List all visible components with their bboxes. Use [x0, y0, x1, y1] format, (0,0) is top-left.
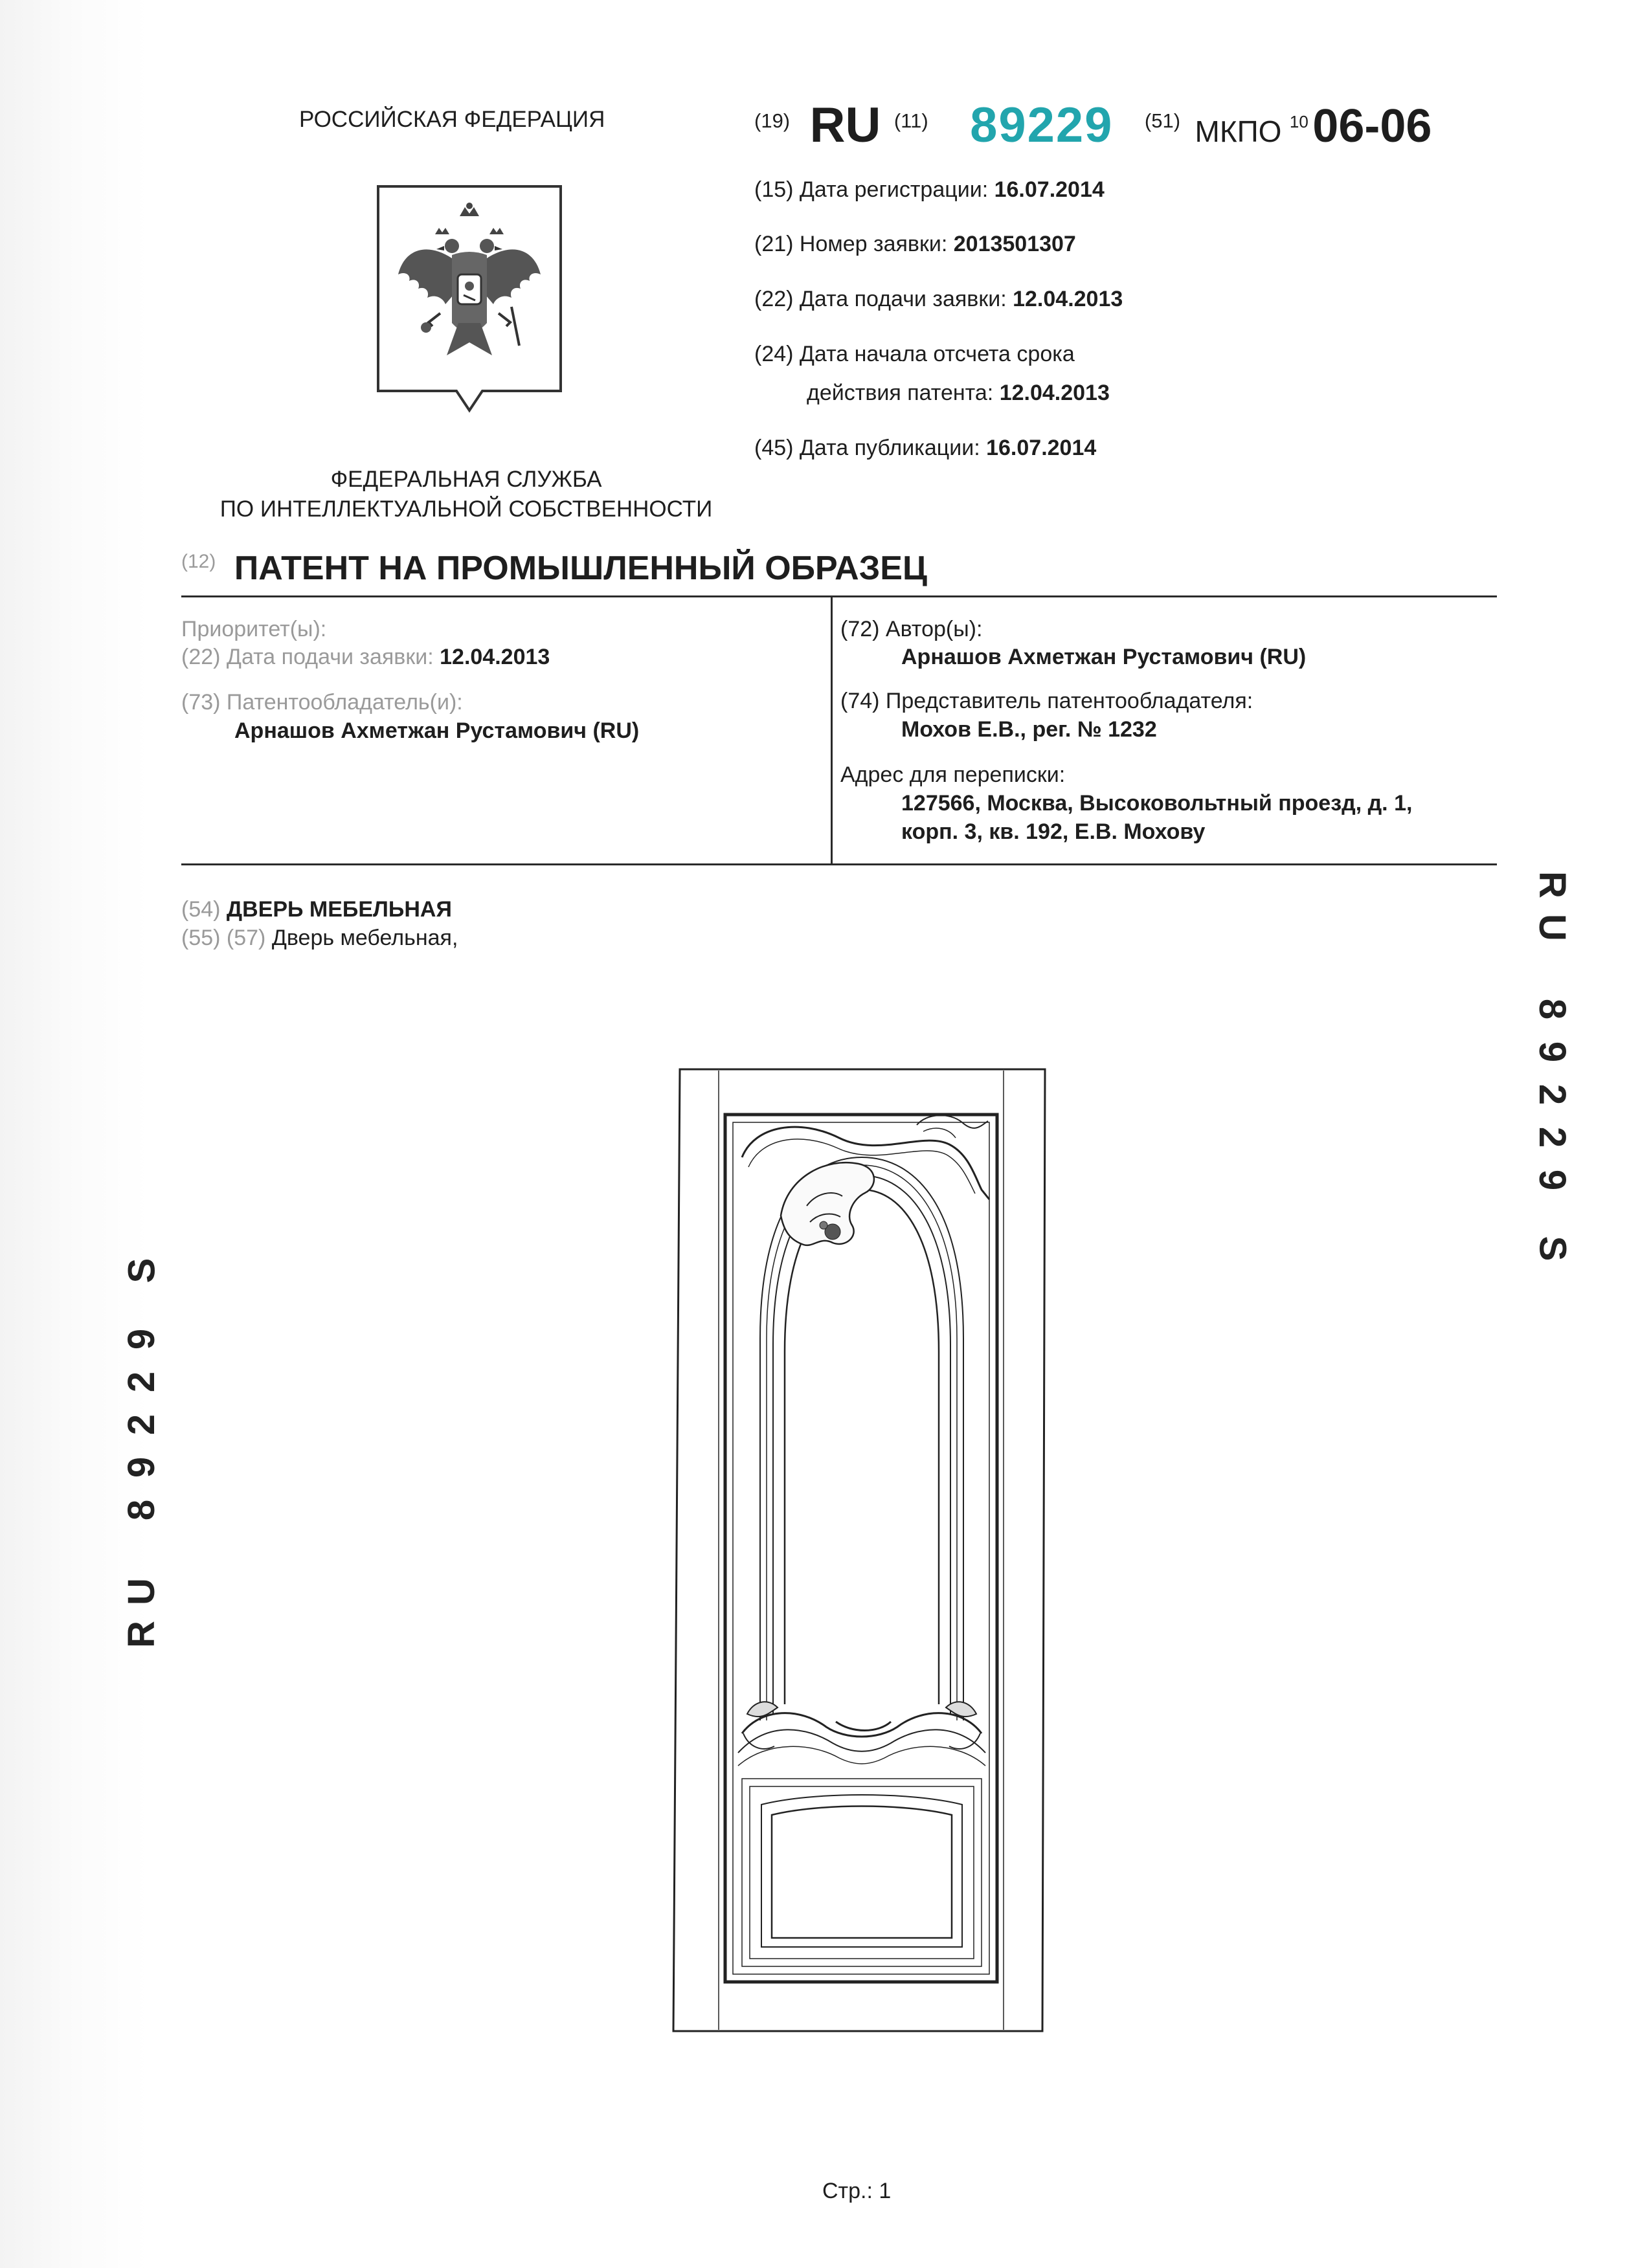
- code-19: (19): [754, 109, 791, 132]
- side-right-char: S: [1531, 1236, 1573, 1262]
- mkpo-edition: 10: [1289, 112, 1308, 131]
- author: Арнашов Ахметжан Рустамович (RU): [901, 645, 1307, 669]
- side-left-char: 2: [120, 1414, 163, 1436]
- page-number: Стр.: 1: [822, 2179, 892, 2203]
- scan-shadow: [0, 0, 149, 2268]
- f24-value: 12.04.2013: [999, 381, 1110, 405]
- address-label: Адрес для переписки:: [840, 762, 1066, 787]
- left-f73-code: (73): [181, 690, 221, 715]
- door-figure: [671, 1067, 1046, 2038]
- field-54: [181, 897, 452, 922]
- field-55-57: [181, 926, 458, 951]
- field-24-line2: [807, 381, 1110, 406]
- rule-bottom: [181, 863, 1497, 865]
- left-f22-value: 12.04.2013: [440, 645, 550, 669]
- address-line-1: 127566, Москва, Высоковольтный проезд, д. 1,: [901, 791, 1413, 816]
- f22-label: (22) Дата подачи заявки:: [754, 287, 1007, 311]
- door-drawing: [671, 1067, 1046, 2038]
- agency-name: [194, 465, 738, 524]
- agency-line-2: ПО ИНТЕЛЛЕКТУАЛЬНОЙ СОБСТВЕННОСТИ: [219, 496, 713, 522]
- rule-top: [181, 595, 1497, 597]
- country-name: РОССИЙСКАЯ ФЕДЕРАЦИЯ: [299, 107, 605, 132]
- side-right-char: U: [1531, 914, 1573, 941]
- field-24-line1: (24) Дата начала отсчета срока: [754, 342, 1075, 366]
- priority-label: Приоритет(ы):: [181, 617, 327, 641]
- f24-label: действия патента:: [807, 381, 994, 405]
- left-field-73: [181, 690, 463, 715]
- side-left-char: S: [120, 1258, 163, 1284]
- side-left-char: R: [120, 1621, 163, 1648]
- side-left-char: 9: [120, 1328, 163, 1350]
- left-f73-label: Патентообладатель(и):: [226, 690, 463, 715]
- country-code: RU: [809, 98, 881, 153]
- field-21: [754, 232, 1076, 257]
- side-right-char: 9: [1531, 1041, 1573, 1063]
- side-left-char: U: [120, 1578, 163, 1605]
- side-right-char: 9: [1531, 1169, 1573, 1191]
- address-line-2: корп. 3, кв. 192, Е.В. Мохову: [901, 819, 1206, 844]
- patent-id-line: [754, 97, 1432, 162]
- document-title: [181, 549, 927, 588]
- f45-value: 16.07.2014: [986, 436, 1097, 460]
- emblem: [376, 184, 563, 414]
- left-f22-code: (22): [181, 645, 221, 669]
- side-left-char: 2: [120, 1371, 163, 1393]
- field-74-label: (74) Представитель патентообладателя:: [840, 689, 1253, 713]
- f15-value: 16.07.2014: [994, 177, 1105, 202]
- representative: Мохов Е.В., рег. № 1232: [901, 717, 1157, 742]
- side-left-char: 8: [120, 1499, 163, 1521]
- side-right-char: R: [1531, 871, 1573, 898]
- field-22: [754, 287, 1123, 312]
- side-left-char: 9: [120, 1456, 163, 1478]
- left-f22-label: Дата подачи заявки:: [226, 645, 434, 669]
- coat-of-arms-icon: [376, 184, 563, 414]
- mkpo-class: 06-06: [1312, 100, 1432, 152]
- code-11: (11): [893, 109, 928, 132]
- field-72-label: (72) Автор(ы):: [840, 617, 983, 641]
- patent-number: 89229: [970, 98, 1114, 153]
- f55-code: (55) (57): [181, 926, 266, 950]
- side-right-char: 2: [1531, 1126, 1573, 1148]
- field-45: [754, 436, 1096, 461]
- f22-value: 12.04.2013: [1013, 287, 1123, 311]
- f21-value: 2013501307: [953, 232, 1076, 256]
- f15-label: (15) Дата регистрации:: [754, 177, 989, 202]
- left-field-22: [181, 645, 550, 670]
- patent-holder: Арнашов Ахметжан Рустамович (RU): [234, 718, 640, 743]
- rule-column: [831, 595, 833, 865]
- side-right-char: 2: [1531, 1084, 1573, 1106]
- title-code: (12): [181, 551, 216, 572]
- field-15: [754, 177, 1105, 203]
- agency-line-1: ФЕДЕРАЛЬНАЯ СЛУЖБА: [330, 467, 602, 492]
- code-51: (51): [1144, 109, 1181, 132]
- f45-label: (45) Дата публикации:: [754, 436, 980, 460]
- f54-code: (54): [181, 897, 221, 922]
- title-text: ПАТЕНТ НА ПРОМЫШЛЕННЫЙ ОБРАЗЕЦ: [234, 550, 927, 587]
- f55-text: Дверь мебельная,: [271, 926, 458, 950]
- f21-label: (21) Номер заявки:: [754, 232, 948, 256]
- side-id-left: [119, 1249, 164, 1656]
- f54-text: ДВЕРЬ МЕБЕЛЬНАЯ: [226, 897, 452, 922]
- mkpo-label: МКПО: [1195, 115, 1282, 148]
- side-right-char: 8: [1531, 998, 1573, 1020]
- side-id-right: [1529, 863, 1575, 1270]
